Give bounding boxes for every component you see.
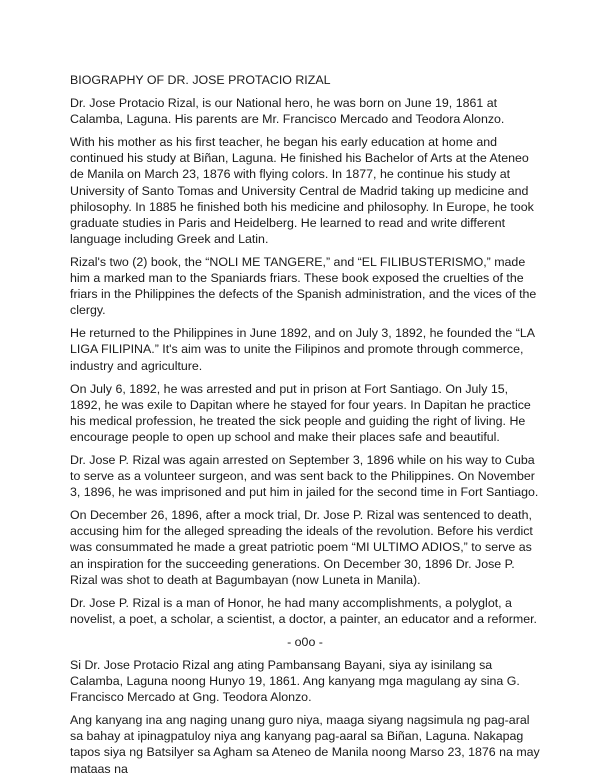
paragraph-dapitan: On July 6, 1892, he was arrested and put in prison at Fort Santiago. On July 15, 1892, he was exile to Dapitan where he stayed for four years. In Dapitan he practice his medical profession, he treated the sick people and guiding the right of living. He encourage people to open up school and make their places safe and beautiful. <box>70 381 531 444</box>
section-separator: - o0o - <box>287 634 323 649</box>
paragraph-education: With his mother as his first teacher, he began his early education at home and continued his study at Biñan, Laguna. He finished his Bachelor of Arts at the Ateneo de Manila on March 23, 1876 with flying colors. In 1877, he continue his study at University of Santo Tomas and University Central de Madrid taking up medicine and philosophy. In 1885 he finished both his medicine and philosophy. In Europe, he took graduate studies in Paris and Heidelberg. He learned to read and write different language including Greek and Latin. <box>70 135 534 246</box>
paragraph-birth: Dr. Jose Protacio Rizal, is our National hero, he was born on June 19, 1861 at Calamba, Laguna. His parents are Mr. Francisco Mercado and Teodora Alonzo. <box>70 96 505 127</box>
paragraph-honor: Dr. Jose P. Rizal is a man of Honor, he had many accomplishments, a polyglot, a novelist, a poet, a scholar, a scientist, a doctor, a painter, an educator and a reformer. <box>70 595 537 626</box>
paragraph-la-liga: He returned to the Philippines in June 1892, and on July 3, 1892, he founded the “LA LIGA FILIPINA.” It's aim was to unite the Filipinos and promote through commerce, industry and agriculture. <box>70 326 535 373</box>
document-title: BIOGRAPHY OF DR. JOSE PROTACIO RIZAL <box>70 73 331 87</box>
paragraph-tagalog-education: Ang kanyang ina ang naging unang guro niya, maaga siyang nagsimula ng pag-aral sa bahay at ipinagpatuloy niya ang kanyang pag-aaral sa Biñan, Laguna. Nakapag tapos siya ng Batsilyer sa Agham sa Ateneo de Manila noong Marso 23, 1876 na may mataas na <box>70 713 540 776</box>
document-page <box>70 72 540 784</box>
paragraph-tagalog-birth: Si Dr. Jose Protacio Rizal ang ating Pambansang Bayani, siya ay isinilang sa Calamba, Laguna noong Hunyo 19, 1861. Ang kanyang mga magulang ay sina G. Francisco Mercado at Gng. Teodora Alonzo. <box>70 658 520 705</box>
paragraph-books: Rizal's two (2) book, the “NOLI ME TANGERE,” and “EL FILIBUSTERISMO,” made him a marked man to the Spaniards friars. These book exposed the cruelties of the friars in the Philippines the defects of the Spanish administration, and the vices of the clergy. <box>70 254 537 318</box>
paragraph-arrest: Dr. Jose P. Rizal was again arrested on September 3, 1896 while on his way to Cuba to serve as a volunteer surgeon, and was sent back to the Philippines. On November 3, 1896, he was imprisoned and put him in jailed for the second time in Fort Santiago. <box>70 452 539 500</box>
paragraph-execution: On December 26, 1896, after a mock trial, Dr. Jose P. Rizal was sentenced to death, accusing him for the alleged spreading the ideals of the revolution. Before his verdict was consummated he made a great patriotic poem “MI ULTIMO ADIOS,” to serve as an inspiration for the succeeding generations. On December 30, 1896 Dr. Jose P. Rizal was shot to death at Bagumbayan (now Luneta in Manila). <box>70 508 533 587</box>
